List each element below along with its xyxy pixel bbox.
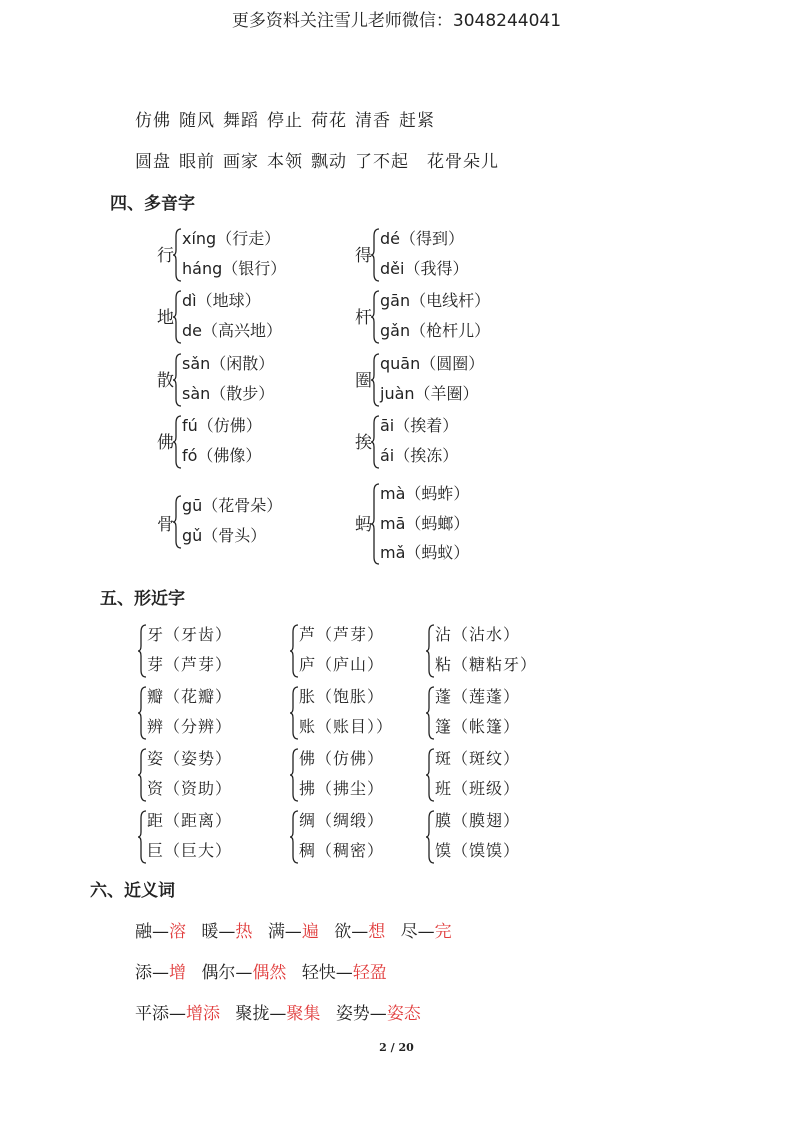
synonym-word: 轻快— xyxy=(301,963,353,983)
synonym-answer: 轻盈 xyxy=(352,963,387,983)
polyphone-reading: děi（我得） xyxy=(380,259,469,278)
polyphone-char: 圈 xyxy=(355,371,372,391)
polyphone-reading: dì（地球） xyxy=(182,291,261,310)
word: 仿佛 xyxy=(135,111,171,131)
similar-word: 蓬（莲蓬） xyxy=(435,687,521,706)
synonym-word: 添— xyxy=(135,963,169,983)
similar-word: 馍（馍馍） xyxy=(435,841,521,860)
brace-icon xyxy=(290,686,299,740)
polyphone-reading: fó（佛像） xyxy=(182,446,262,465)
synonym-answer: 溶 xyxy=(169,922,186,942)
polyphone-reading: háng（银行） xyxy=(182,259,287,278)
polyphone-char: 佛 xyxy=(157,433,174,453)
synonym-word: 姿势— xyxy=(335,1004,387,1024)
polyphone-char: 行 xyxy=(157,246,174,266)
brace-icon xyxy=(426,624,435,678)
polyphone-char: 杆 xyxy=(355,308,372,328)
page-header: 更多资料关注雪儿老师微信：3048244041 xyxy=(231,11,562,31)
synonym-pair xyxy=(235,999,320,1024)
brace-icon xyxy=(371,415,380,469)
similar-word: 斑（斑纹） xyxy=(435,749,521,768)
synonym-word: 暖— xyxy=(201,922,236,942)
polyphone-reading: gǔ（骨头） xyxy=(182,526,267,545)
brace-icon xyxy=(138,686,147,740)
brace-icon xyxy=(138,748,147,802)
synonym-pair xyxy=(401,917,452,942)
brace-icon xyxy=(371,483,380,565)
polyphone-reading: gān（电线杆） xyxy=(380,291,491,310)
synonym-pair xyxy=(302,958,387,983)
section-heading-synonyms: 六、近义词 xyxy=(90,881,175,901)
polyphone-char: 蚂 xyxy=(355,515,372,535)
synonym-answer: 偶然 xyxy=(252,963,287,983)
word: 本领 xyxy=(267,152,303,172)
synonym-answer: 热 xyxy=(235,922,253,942)
similar-word: 拂（拂尘） xyxy=(299,779,385,798)
polyphone-reading: dé（得到） xyxy=(380,229,465,248)
similar-word: 资（资助） xyxy=(147,779,233,798)
word: 了不起 xyxy=(355,152,409,172)
similar-word: 佛（仿佛） xyxy=(299,749,385,768)
synonym-row xyxy=(135,917,462,942)
brace-icon xyxy=(371,228,380,282)
similar-word: 膜（膜翅） xyxy=(435,811,521,830)
similar-word: 瓣（花瓣） xyxy=(147,687,233,706)
polyphone-reading: gǎn（枪杆儿） xyxy=(380,321,491,340)
brace-icon xyxy=(426,810,435,864)
synonym-answer: 增 xyxy=(169,963,186,983)
brace-icon xyxy=(290,748,299,802)
page-number: 2 / 20 xyxy=(379,1041,414,1054)
similar-word: 巨（巨大） xyxy=(147,841,233,860)
polyphone-reading: sǎn（闲散） xyxy=(182,354,275,373)
section-heading-similar: 五、形近字 xyxy=(100,589,185,609)
polyphone-reading: sàn（散步） xyxy=(182,384,275,403)
polyphone-reading: gū（花骨朵） xyxy=(182,496,283,515)
brace-icon xyxy=(138,624,147,678)
brace-icon xyxy=(290,624,299,678)
polyphone-reading: de（高兴地） xyxy=(182,321,283,340)
synonym-answer: 聚集 xyxy=(286,1004,321,1024)
brace-icon xyxy=(173,228,182,282)
word: 画家 xyxy=(223,152,259,172)
brace-icon xyxy=(290,810,299,864)
polyphone-reading: mā（蚂螂） xyxy=(380,514,470,533)
word: 花骨朵儿 xyxy=(427,152,499,172)
similar-word: 距（距离） xyxy=(147,811,233,830)
word-line-1 xyxy=(135,106,443,131)
synonym-row xyxy=(135,958,397,983)
similar-word: 账（账目）） xyxy=(299,717,394,736)
word: 赶紧 xyxy=(399,111,435,131)
polyphone-reading: juàn（羊圈） xyxy=(380,384,479,403)
word: 舞蹈 xyxy=(223,111,259,131)
word: 停止 xyxy=(267,111,303,131)
similar-word: 芦（芦芽） xyxy=(299,625,385,644)
brace-icon xyxy=(173,415,182,469)
polyphone-char: 得 xyxy=(355,246,372,266)
polyphone-char: 地 xyxy=(157,308,174,328)
synonym-answer: 增添 xyxy=(186,1004,220,1024)
brace-icon xyxy=(173,353,182,407)
polyphone-reading: mǎ（蚂蚁） xyxy=(380,543,470,562)
word: 清香 xyxy=(355,111,391,131)
word: 眼前 xyxy=(179,152,215,172)
synonym-pair xyxy=(201,958,286,983)
word: 圆盘 xyxy=(135,152,171,172)
similar-word: 沾（沾水） xyxy=(435,625,521,644)
section-heading-polyphones: 四、多音字 xyxy=(110,194,195,214)
similar-word: 芽（芦芽） xyxy=(147,655,233,674)
similar-word: 牙（牙齿） xyxy=(147,625,233,644)
similar-word: 篷（帐篷） xyxy=(435,717,521,736)
synonym-answer: 遍 xyxy=(301,922,319,942)
synonym-word: 平添— xyxy=(135,1004,186,1024)
synonym-word: 尽— xyxy=(400,922,435,942)
brace-icon xyxy=(173,290,182,344)
synonym-answer: 完 xyxy=(434,922,452,942)
word-line-2 xyxy=(135,147,507,172)
synonym-word: 融— xyxy=(135,922,169,942)
brace-icon xyxy=(371,290,380,344)
similar-word: 班（班级） xyxy=(435,779,521,798)
similar-word: 庐（庐山） xyxy=(299,655,385,674)
synonym-word: 偶尔— xyxy=(201,963,253,983)
synonym-pair xyxy=(135,917,186,942)
synonym-word: 聚拢— xyxy=(235,1004,287,1024)
synonym-row xyxy=(135,999,431,1024)
similar-word: 稠（稠密） xyxy=(299,841,385,860)
similar-word: 胀（饱胀） xyxy=(299,687,385,706)
synonym-pair xyxy=(334,917,385,942)
brace-icon xyxy=(371,353,380,407)
similar-word: 辨（分辨） xyxy=(147,717,233,736)
word: 飘动 xyxy=(311,152,347,172)
polyphone-reading: ái（挨冻） xyxy=(380,446,459,465)
synonym-pair xyxy=(135,958,186,983)
synonym-pair xyxy=(135,999,220,1024)
polyphone-reading: āi（挨着） xyxy=(380,416,459,435)
brace-icon xyxy=(426,748,435,802)
brace-icon xyxy=(173,495,182,549)
synonym-answer: 姿态 xyxy=(386,1004,421,1024)
similar-word: 绸（绸缎） xyxy=(299,811,385,830)
brace-icon xyxy=(426,686,435,740)
polyphone-reading: xíng（行走） xyxy=(182,229,281,248)
polyphone-char: 骨 xyxy=(157,515,174,535)
polyphone-reading: mà（蚂蚱） xyxy=(380,484,470,503)
similar-word: 粘（糖粘牙） xyxy=(435,655,538,674)
polyphone-char: 挨 xyxy=(355,433,372,453)
synonym-word: 欲— xyxy=(334,922,369,942)
synonym-pair xyxy=(268,917,319,942)
brace-icon xyxy=(138,810,147,864)
polyphone-char: 散 xyxy=(157,371,174,391)
word: 荷花 xyxy=(311,111,347,131)
polyphone-reading: fú（仿佛） xyxy=(182,416,262,435)
synonym-word: 满— xyxy=(267,922,302,942)
word: 随风 xyxy=(179,111,215,131)
synonym-answer: 想 xyxy=(368,922,386,942)
synonym-pair xyxy=(336,999,421,1024)
polyphone-reading: quān（圆圈） xyxy=(380,354,485,373)
synonym-pair xyxy=(201,917,252,942)
similar-word: 姿（姿势） xyxy=(147,749,233,768)
